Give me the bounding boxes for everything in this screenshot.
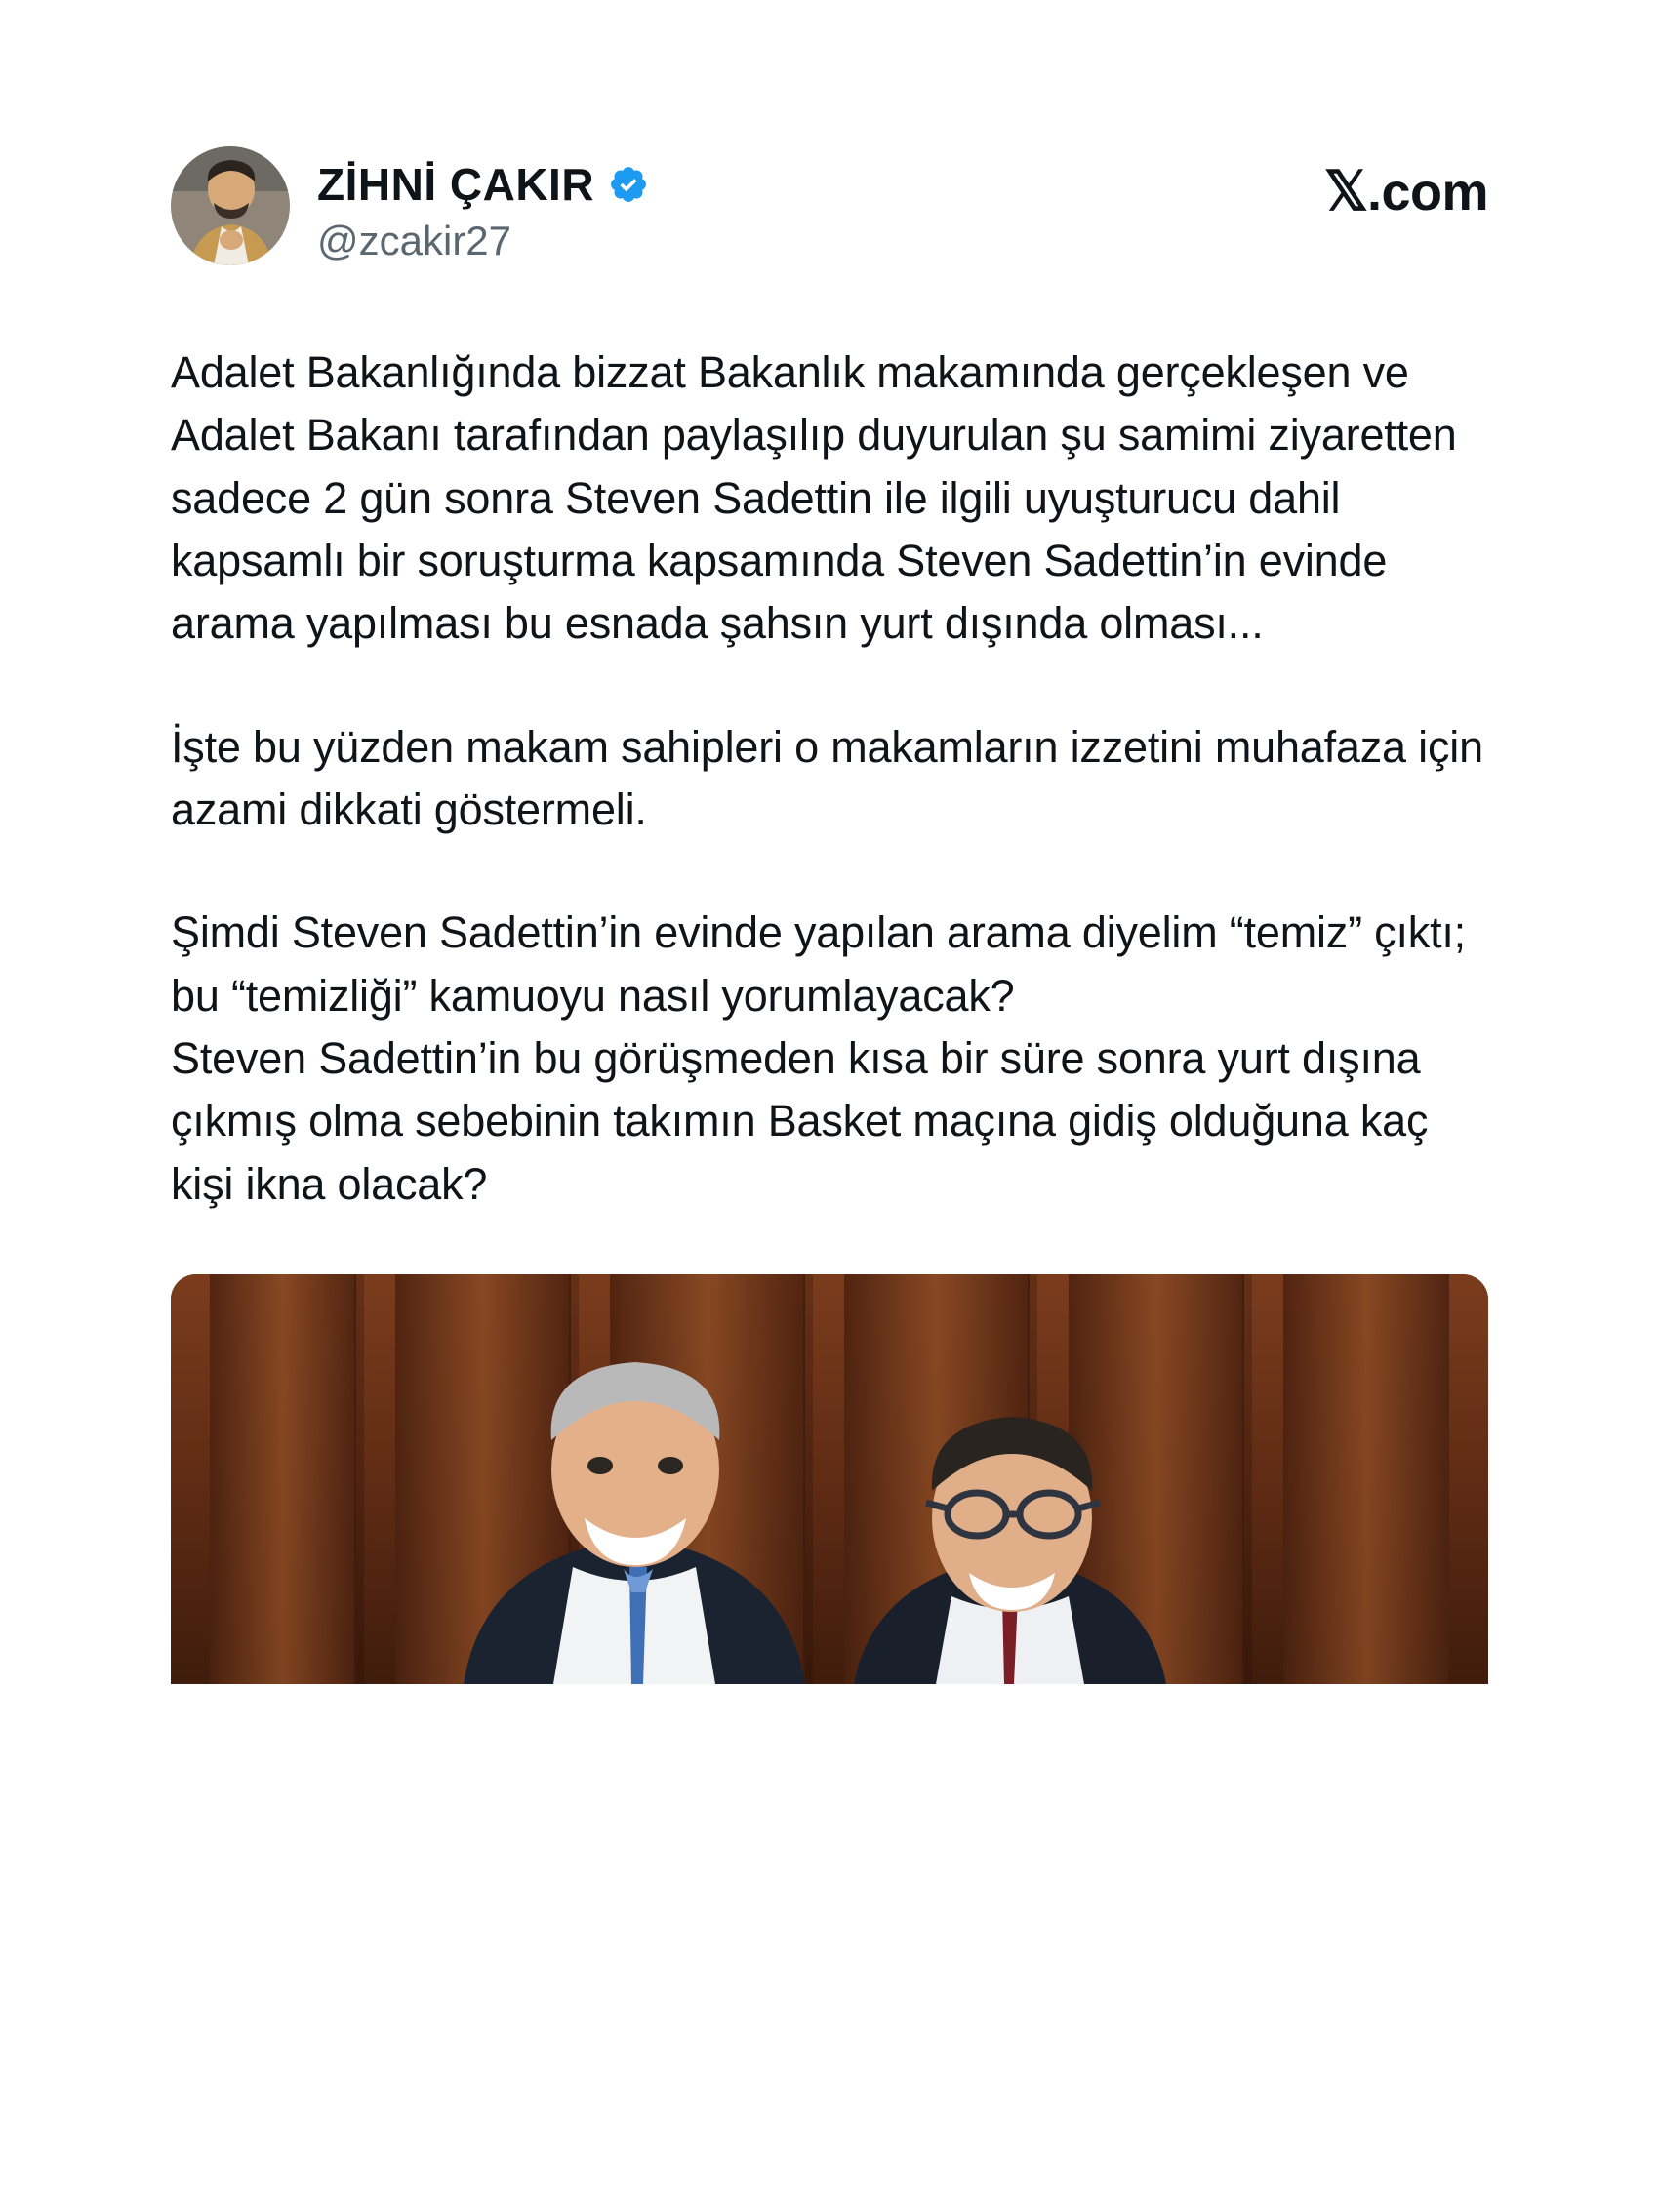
tweet-text — [171, 342, 1496, 1216]
x-com-suffix: .com — [1366, 162, 1488, 221]
author-names — [317, 146, 649, 264]
tweet-image[interactable] — [171, 1274, 1488, 1684]
display-name-row — [317, 160, 649, 210]
tweet-paragraph: İşte bu yüzden makam sahipleri o makamların izzetini muhafaza için azami dikkati göstermeli. — [171, 721, 1496, 835]
tweet-paragraph: Steven Sadettin’in bu görüşmeden kısa bir süre sonra yurt dışına çıkmış olma sebebinin takımın Basket maçına gidiş olduğuna kaç kişi ikna olacak? — [171, 1033, 1440, 1209]
x-logo-icon: 𝕏 — [1323, 162, 1367, 222]
author-block[interactable] — [171, 146, 649, 265]
tweet-paragraph: Şimdi Steven Sadettin’in evinde yapılan arama diyelim “temiz” çıktı; bu “temizliği” kamuoyu nasıl yorumlayacak? — [171, 907, 1478, 1021]
avatar[interactable] — [171, 146, 290, 265]
x-com-watermark — [1324, 146, 1488, 223]
display-name: ZİHNİ ÇAKIR — [317, 159, 595, 210]
tweet-paragraph: Adalet Bakanlığında bizzat Bakanlık makamında gerçekleşen ve Adalet Bakanı tarafından paylaşılıp duyurulan şu samimi ziyaretten sadece 2 gün sonra Steven Sadettin ile ilgili uyuşturucu dahil kapsamlı bir soruşturma kapsamında Steven Sadettin’in evinde arama yapılması bu esnada şahsın yurt dışında olması... — [171, 347, 1469, 649]
tweet-header — [171, 146, 1488, 265]
verified-badge-icon — [608, 164, 649, 205]
author-handle: @zcakir27 — [317, 217, 512, 263]
